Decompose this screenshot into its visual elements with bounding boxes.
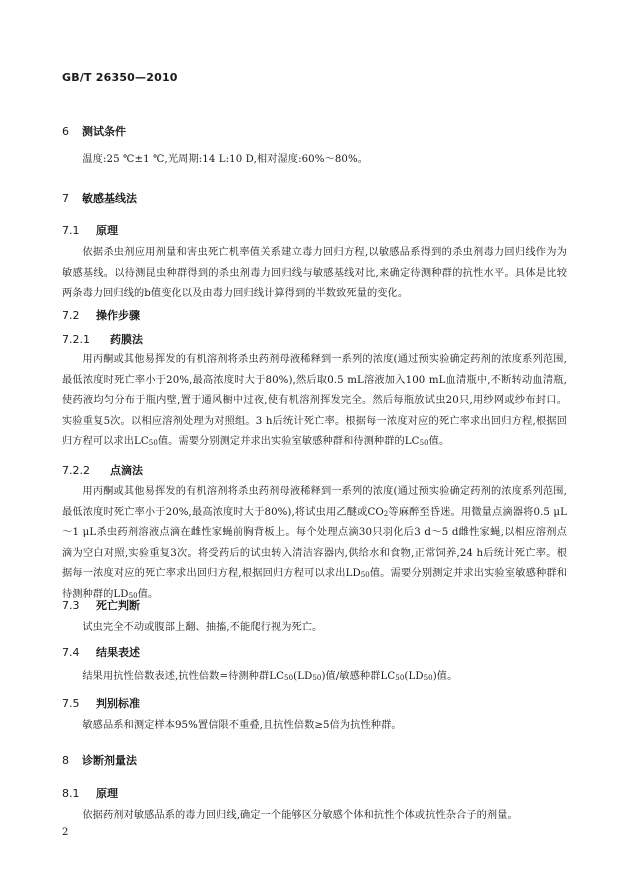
section-title: 操作步骤: [96, 309, 140, 322]
section-title: 死亡判断: [96, 599, 140, 612]
section-7-1-text: 依据杀虫剂应用剂量和害虫死亡机率值关系建立毒力回归方程,以敏感品系得到的杀虫剂毒力回归线作为为敏感基线。以待测昆虫种群得到的杀虫剂毒力回归线与敏感基线对比,来确定待测种群的抗性水平。具体是比较两条毒力回归线的b值变化以及由毒力回归线计算得到的半数致死量的变化。: [62, 247, 567, 300]
section-7-5-heading: [62, 695, 140, 711]
section-title: 原理: [96, 787, 118, 800]
section-title: 诊断剂量法: [82, 754, 137, 767]
section-number: 6: [62, 125, 69, 138]
section-6-heading: [62, 123, 126, 139]
section-number: 7.5: [62, 697, 80, 710]
section-7-heading: [62, 190, 137, 206]
section-title: 药膜法: [110, 333, 143, 346]
section-number: 8: [62, 754, 69, 767]
section-title: 敏感基线法: [82, 192, 137, 205]
section-6-text: 温度:25 ℃±1 ℃,光周期:14 L:10 D,相对湿度:60%～80%。: [82, 154, 369, 165]
section-title: 测试条件: [82, 125, 126, 138]
section-number: 7.2: [62, 309, 80, 322]
section-7-4-text: 结果用抗性倍数表述,抗性倍数=待测种群$LC_{50}(LD_{50})$值/敏感种群$LC_{50}(LD_{50})$值。: [82, 671, 458, 682]
section-8-1-heading: [62, 785, 118, 801]
standard-code: GB/T 26350—2010: [62, 71, 178, 84]
section-7-2-1-heading: [62, 331, 143, 347]
section-number: 7.3: [62, 599, 80, 612]
section-7-1-heading: [62, 222, 118, 238]
section-number: 7.4: [62, 646, 80, 659]
section-8-1-text: 依据药剂对敏感品系的毒力回归线,确定一个能够区分敏感个体和抗性个体或抗性杂合子的剂量。: [82, 810, 518, 821]
section-7-3-text: 试虫完全不动或腹部上翻、抽搐,不能爬行视为死亡。: [82, 622, 323, 633]
section-7-2-heading: [62, 307, 140, 323]
section-7-5-text: 敏感品系和测定样本95%置信限不重叠,且抗性倍数≥5倍为抗性种群。: [82, 720, 402, 731]
section-7-3-heading: [62, 597, 140, 613]
section-number: 7: [62, 192, 69, 205]
section-number: 7.2.1: [62, 333, 90, 346]
section-number: 8.1: [62, 787, 80, 800]
section-7-4-heading: [62, 644, 140, 660]
section-7-2-2-heading: [62, 462, 143, 478]
section-title: 结果表述: [96, 646, 140, 659]
section-8-heading: [62, 752, 137, 768]
section-7-2-2-text: 用丙酮或其他易挥发的有机溶剂将杀虫药剂母液稀释到一系列的浓度(通过预实验确定药剂的浓度系列范围,最低浓度时死亡率小于20%,最高浓度时大于80%),将试虫用乙醚或$CO_2$等麻醉至昏迷。用微量点滴器将0.5 μL～1 μL杀虫药剂溶液点滴在雌性家蝇前胸背板上。每个处理点滴30只羽化后3 d～5 d雌性家蝇,以相应溶剂点滴为空白对照,实验重复3次。将受药后的试虫转入清洁容器内,供给水和食物,正常饲养,24 h后统计死亡率。根据每一浓度对应的死亡率求出回归方程,根据回归方程可以求出$LD_{50}$值。需要分别测定并求出实验室敏感种群和待测种群的$LD_{50}$值。: [62, 486, 567, 600]
section-title: 判别标准: [96, 697, 140, 710]
section-title: 原理: [96, 224, 118, 237]
section-7-2-1-text: 用丙酮或其他易挥发的有机溶剂将杀虫药剂母液稀释到一系列的浓度(通过预实验确定药剂的浓度系列范围,最低浓度时死亡率小于20%,最高浓度时大于80%),然后取0.5 mL溶液加入100 mL血清瓶中,不断转动血清瓶,使药液均匀分布于瓶内壁,置于通风橱中过夜,使有机溶剂挥发完全。然后每瓶放试虫20只,用纱网或纱布封口。实验重复5次。以相应溶剂处理为对照组。3 h后统计死亡率。根据每一浓度对应的死亡率求出回归方程,根据回归方程可以求出$LC_{50}$值。需要分别测定并求出实验室敏感种群和待测种群的$LC_{50}$值。: [62, 354, 567, 448]
page-number: 2: [62, 827, 69, 838]
section-number: 7.2.2: [62, 464, 90, 477]
section-number: 7.1: [62, 224, 80, 237]
section-title: 点滴法: [110, 464, 143, 477]
